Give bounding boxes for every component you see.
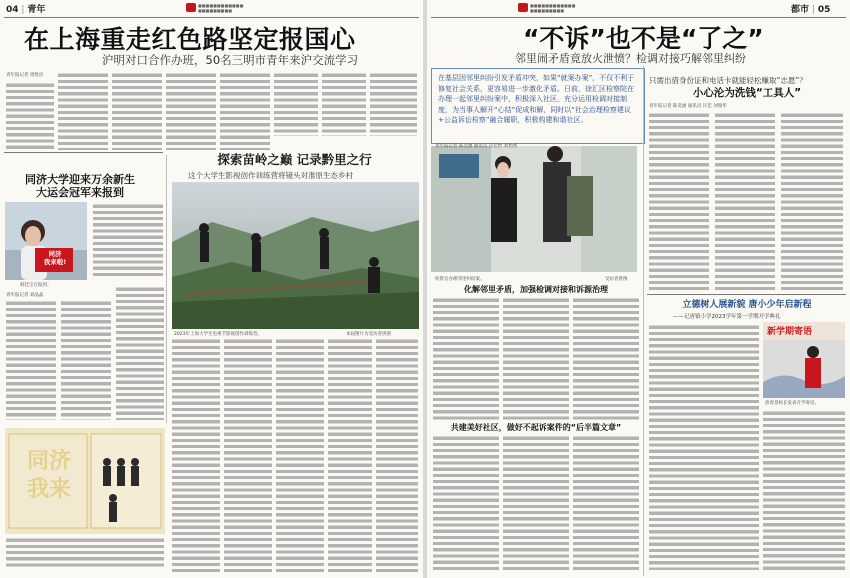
photo-banner-text: 新学期寄语 (767, 327, 813, 337)
left-page-header: 04 | 青年 (6, 5, 46, 15)
bottom-photo-caption-text (6, 537, 164, 569)
bottom-photo (5, 428, 165, 534)
article-text-col-7 (322, 72, 366, 136)
feature-photo-caption: 2023年上海大学生电视节影视创作训练营。 (174, 332, 262, 337)
header-rule (4, 17, 419, 18)
lead-paragraph-text: 在基层因邻里纠纷引发矛盾冲突，如果“就案办案”，不仅不利于修复社会关系，更容易进一步激化矛盾。日前，徐汇区检察院在办理一起邻里纠纷案中，积极深入社区，充分运用检调对接制度，为当事人解开“心结”促成和解，同时以“社会治理检察建议+公益诉讼检察”融合履职，积极构建和谐社区。 (438, 74, 635, 124)
right-story-divider (647, 294, 846, 295)
section-head-1: 化解邻里矛盾，加强检调对接和诉源治理 (464, 285, 608, 294)
bottom-text-col-1 (649, 324, 759, 570)
side-text-col-1 (6, 300, 56, 420)
right-newspaper-page (427, 0, 850, 578)
side-story-photo (5, 202, 87, 280)
feature-text-col-5 (376, 338, 418, 573)
feature-photo-credit: 本届图片为受访者供图 (346, 332, 391, 337)
body-text-col-3 (573, 297, 639, 421)
lead-paragraph-box (431, 68, 645, 144)
bottom-photo-sign-text: 同济 我来 (26, 449, 71, 502)
right-text-col-2 (715, 112, 775, 290)
right-header-rule (431, 17, 846, 18)
right-page-header: 都市 | 05 (791, 5, 831, 15)
side-story-byline: 青年报记者 刘晶晶 (6, 293, 44, 298)
student-portrait-image (5, 202, 87, 280)
bottom-story-subtitle: ——记唐镇小学2023学年第一学期开学典礼 (673, 314, 781, 320)
right-col-kicker: 只需出借身份证和电话卡就能轻松赚取“志愿”？ (649, 76, 807, 85)
article-text-col-6 (274, 72, 318, 136)
feature-text-col-1 (172, 338, 220, 573)
feature-text-col-3 (276, 338, 324, 573)
right-text-col-1 (649, 112, 709, 290)
bottom-story-title: 立德树人展新貌 唐小少年启新程 (682, 300, 812, 310)
right-page-number: 05 (817, 5, 831, 15)
bottom-text-col-2 (763, 410, 845, 570)
column-divider-left (166, 155, 167, 423)
feature-subtitle: 这个大学生影视创作训练营将镜头对准原生态乡村 (188, 171, 353, 180)
left-page-number: 04 (6, 5, 19, 15)
right-subheadline: 邻里闹矛盾竟放火泄愤？检调对接巧解邻里纠纷 (515, 52, 746, 65)
photo-caption-right: 受访者供图 (605, 277, 628, 282)
side-text-col-2 (61, 300, 111, 420)
feature-photo (172, 182, 419, 329)
side-text-col-3 (93, 203, 163, 279)
publication-info-left: ■■■■■■■■■■■■ ■■■■■■■■■ (198, 3, 244, 13)
article-text-col-3 (112, 72, 162, 150)
body-text-col-4 (433, 435, 499, 571)
column-divider-right (643, 66, 644, 576)
newspaper-logo-icon (186, 3, 196, 12)
article-text-col-5 (220, 72, 270, 150)
feature-text-col-4 (328, 338, 372, 573)
left-subheadline: 沪明对口合作办班，50名三明市青年来沪交流学习 (102, 53, 359, 67)
prosecutor-meeting-image (431, 146, 637, 272)
body-text-col-6 (573, 435, 639, 571)
feature-title: 探索苗岭之巅 记录黔里之行 (217, 152, 372, 167)
right-text-col-3 (781, 112, 843, 290)
photo-caption-left: 检察官办理邻里纠纷案。 (435, 277, 485, 282)
body-text-col-1 (433, 297, 499, 421)
left-section-name: 青年 (27, 5, 46, 15)
newspaper-logo-icon-right (518, 3, 528, 12)
article-text-col-2 (58, 72, 108, 150)
side-photo-caption: 韩佳宝在报到。 (20, 283, 52, 288)
body-text-col-2 (503, 297, 569, 421)
right-headline: “不诉”也不是“了之” (523, 24, 764, 53)
mountain-filming-image (172, 182, 419, 329)
feature-text-col-2 (224, 338, 272, 573)
left-newspaper-page (0, 0, 423, 578)
left-byline: 青年报记者 周胜洁 (6, 73, 44, 78)
prosecutor-photo (431, 146, 637, 272)
student-sign-text: 同济 我来啦! (43, 250, 67, 266)
body-text-col-5 (503, 435, 569, 571)
byline-main: 青年报记者 陈奕涵 通讯员 汪佳怡 刘怡香 (435, 144, 518, 149)
section-divider (4, 152, 163, 153)
side-story-title: 同济大学迎来万余新生 大运会冠军来报到 (25, 173, 135, 200)
article-text-col-8 (370, 72, 417, 136)
right-section-name: 都市 (791, 5, 810, 15)
article-text-col-1 (6, 82, 54, 150)
section-head-2: 共建美好社区，做好不起诉案件的“后半篇文章” (450, 423, 622, 432)
bottom-photo-caption: 唐春景校长发表开学寄语。 (765, 401, 819, 406)
left-headline: 在上海重走红色路坚定报国心 (24, 25, 356, 54)
article-text-col-4 (166, 72, 216, 150)
byline-right: 青年报记者 陈奕涵 通讯员 汪佳 刘瑞华 (649, 104, 727, 109)
side-text-col-4 (116, 286, 164, 420)
right-col-title: 小心沦为洗钱“工具人” (692, 87, 802, 99)
publication-info-right: ■■■■■■■■■■■■ ■■■■■■■■■ (530, 3, 576, 13)
bottom-story-photo (763, 322, 845, 398)
